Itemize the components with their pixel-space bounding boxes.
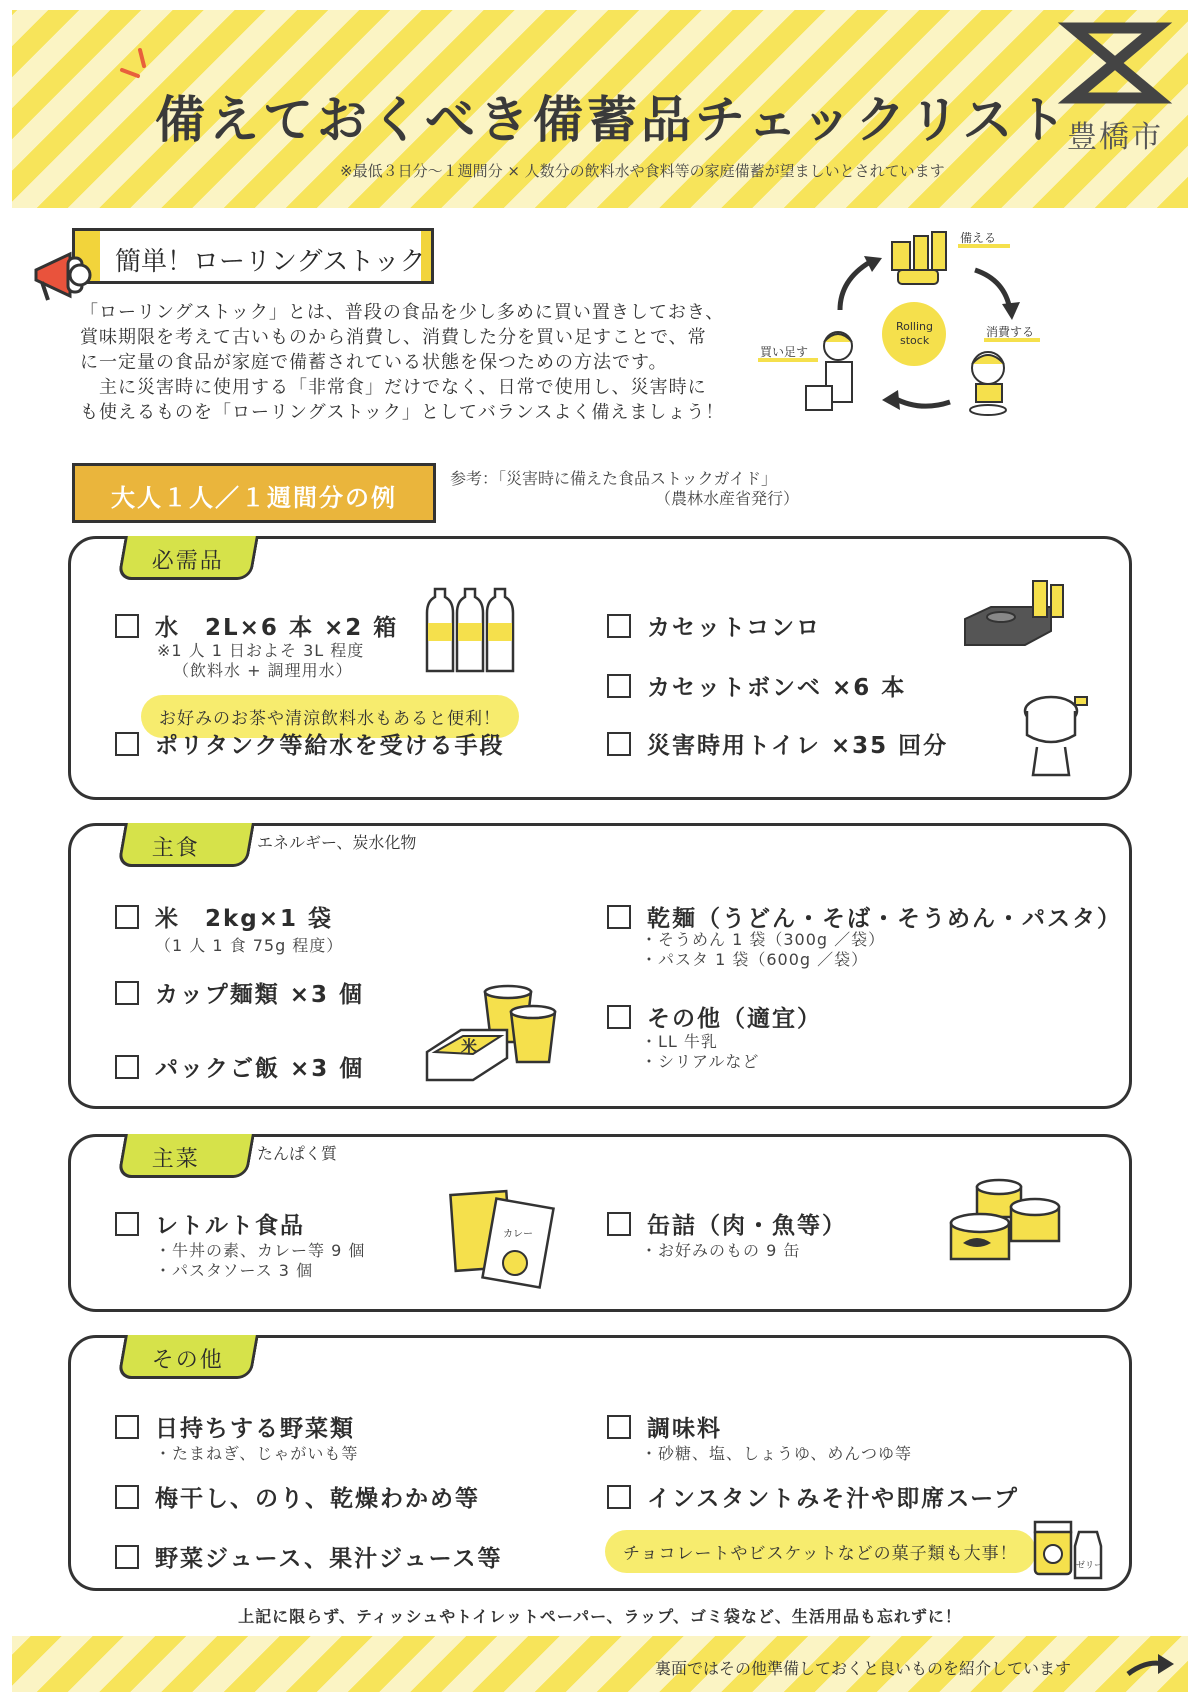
water-tip: お好みのお茶や清涼飲料水もあると便利！ (141, 695, 519, 738)
checkbox[interactable] (115, 1545, 139, 1569)
others-tab (117, 1335, 259, 1379)
checklist-item-stove[interactable] (607, 609, 821, 642)
arrow-head-1 (1002, 302, 1020, 320)
city-logo (1060, 22, 1170, 155)
checklist-item-rice[interactable] (115, 900, 333, 933)
back-page-note: 裏面ではその他準備しておくと良いものを紹介しています (655, 1659, 1072, 1678)
reference-source: 参考：「災害時に備えた食品ストックガイド」 (450, 469, 778, 488)
essentials-tab (117, 536, 259, 580)
arrow-buy-to-stock (840, 262, 870, 310)
item-label: その他（適宜） (647, 1006, 822, 1032)
sweets-tip: チョコレートやビスケットなどの菓子類も大事！ (605, 1530, 1036, 1573)
item-label: 野菜ジュース、果汁ジュース等 (155, 1546, 503, 1572)
checkbox[interactable] (607, 905, 631, 929)
cycle-center-line2: stock (900, 334, 930, 347)
city-name: 豊橋市 (1067, 120, 1163, 155)
checklist-item-cylinder[interactable] (607, 669, 906, 702)
reference-publisher: （農林水産省発行） (655, 489, 800, 508)
checklist-item-retort[interactable] (115, 1207, 305, 1240)
rolling-stock-text-2: 賞味期限を考えて古いものから消費し、消費した分を買い足すことで、常 (80, 327, 707, 348)
item-label: インスタントみそ汁や即席スープ (647, 1486, 1020, 1512)
item-label: 調味料 (647, 1416, 722, 1442)
retort-note-1: ・牛丼の素、カレー等 9 個 (155, 1241, 366, 1260)
snacks-jelly-icon (1031, 1516, 1111, 1586)
water-note-1: ※1 人 1 日およそ 3L 程度 (157, 641, 365, 660)
checkbox[interactable] (115, 1415, 139, 1439)
checklist-item-tank[interactable] (115, 727, 505, 760)
portable-toilet-icon (1021, 689, 1091, 779)
item-label: 日持ちする野菜類 (155, 1416, 355, 1442)
rolling-stock-heading (72, 228, 434, 284)
item-label: パックご飯 ×3 個 (155, 1056, 365, 1082)
checkbox[interactable] (115, 981, 139, 1005)
essentials-tab-label: 必需品 (151, 549, 224, 574)
checkbox[interactable] (115, 614, 139, 638)
rolling-stock-text-3: に一定量の食品が家庭で備蓄されている状態を保つための方法です。 (80, 352, 668, 373)
checklist-item-soup[interactable] (607, 1480, 1019, 1513)
item-label: カセットボンベ ×6 本 (647, 675, 907, 701)
checkbox[interactable] (115, 732, 139, 756)
checklist-item-water[interactable] (115, 609, 398, 642)
main-dish-card (68, 1134, 1132, 1312)
checklist-item-dried-noodle[interactable] (607, 900, 1122, 933)
staple-note: エネルギー、炭水化物 (257, 833, 417, 852)
item-label: レトルト食品 (155, 1213, 305, 1239)
example-label-box (72, 463, 436, 523)
other-staple-note-2: ・シリアルなど (641, 1052, 760, 1071)
essentials-card (68, 536, 1132, 800)
checklist-item-other-staple[interactable] (607, 1000, 822, 1033)
footer-reminder: 上記に限らず、ティッシュやトイレットペーパー、ラップ、ゴミ袋など、生活用品も忘れずに！ (238, 1607, 962, 1626)
checkbox[interactable] (115, 905, 139, 929)
water-note-2: （飲料水 + 調理用水） (173, 661, 353, 680)
buy-label: 買い足す (760, 345, 809, 359)
rolling-stock-text-5: も使えるものを「ローリングストック」としてバランスよく備えましょう！ (80, 402, 725, 423)
checkbox[interactable] (607, 1485, 631, 1509)
staple-food-card (68, 823, 1132, 1109)
checkbox[interactable] (607, 614, 631, 638)
canned-note: ・お好みのもの 9 缶 (641, 1241, 801, 1260)
checklist-item-canned[interactable] (607, 1207, 847, 1240)
item-label: カセットコンロ (647, 615, 822, 641)
checkbox[interactable] (115, 1055, 139, 1079)
arrow-consume-to-buy (894, 398, 950, 406)
vegetables-note: ・たまねぎ、じゃがいも等 (155, 1444, 359, 1463)
staple-tab (117, 823, 255, 867)
checklist-item-vegetables[interactable] (115, 1410, 355, 1443)
rice-mark: 米 (461, 1037, 478, 1056)
checklist-item-umeboshi[interactable] (115, 1480, 480, 1513)
page-title: 備えておくべき備蓄品チェックリスト (155, 91, 1071, 149)
stock-label: 備える (960, 231, 997, 245)
others-tab-label: その他 (151, 1348, 224, 1373)
checkbox[interactable] (607, 732, 631, 756)
dried-noodle-note-2: ・パスタ 1 袋（600g ／袋） (641, 950, 869, 969)
checkbox[interactable] (607, 1005, 631, 1029)
retort-pouch-icon (449, 1183, 559, 1293)
item-label: 災害時用トイレ ×35 回分 (647, 733, 949, 759)
other-staple-note-1: ・LL 牛乳 (641, 1032, 718, 1051)
item-label: 水 2L×6 本 ×2 箱 (155, 615, 399, 641)
cycle-center-line1: Rolling (896, 320, 934, 333)
arrow-right-icon (1126, 1652, 1176, 1680)
main-dish-tab (117, 1134, 255, 1178)
main-dish-tab-label: 主菜 (151, 1147, 200, 1172)
shopper-woman-icon (806, 332, 852, 410)
stock-items-icon (892, 232, 946, 284)
checkbox[interactable] (115, 1212, 139, 1236)
rolling-stock-text-1: 「ローリングストック」とは、普段の食品を少し多めに買い置きしておき、 (80, 302, 725, 323)
rice-note: （1 人 1 食 75g 程度） (155, 936, 344, 955)
checklist-item-seasoning[interactable] (607, 1410, 722, 1443)
checklist-item-juice[interactable] (115, 1540, 502, 1573)
rice-and-noodle-cups-icon (421, 982, 571, 1092)
retort-note-2: ・パスタソース 3 個 (155, 1261, 314, 1280)
seasoning-note: ・砂糖、塩、しょうゆ、めんつゆ等 (641, 1444, 913, 1463)
others-card (68, 1335, 1132, 1591)
arrow-head-2 (882, 390, 900, 410)
item-label: カップ麺類 ×3 個 (155, 982, 365, 1008)
checklist-item-pack-rice[interactable] (115, 1050, 364, 1083)
example-label: 大人１人／１週間分の例 (111, 484, 397, 512)
consume-label: 消費する (986, 325, 1035, 339)
water-bottles-icon (421, 583, 521, 679)
dried-noodle-note-1: ・そうめん 1 袋（300g ／袋） (641, 930, 886, 949)
item-label: ポリタンク等給水を受ける手段 (155, 733, 505, 759)
child-eating-icon (970, 352, 1006, 415)
item-label: 缶詰（肉・魚等） (647, 1213, 847, 1239)
page-subtitle: ※最低３日分〜１週間分 × 人数分の飲料水や食料等の家庭備蓄が望ましいとされています (340, 162, 945, 180)
checklist-item-toilet[interactable] (607, 727, 948, 760)
gas-stove-icon (961, 569, 1071, 649)
checkbox[interactable] (607, 674, 631, 698)
main-dish-note: たんぱく質 (257, 1144, 338, 1163)
checkbox[interactable] (115, 1485, 139, 1509)
checklist-item-cup-noodle[interactable] (115, 976, 364, 1009)
item-label: 米 2kg×1 袋 (155, 906, 334, 932)
checkbox[interactable] (607, 1212, 631, 1236)
rolling-stock-title: 簡単！ローリングストック (115, 247, 426, 277)
item-label: 乾麺（うどん・そば・そうめん・パスタ） (647, 906, 1122, 932)
item-label: 梅干し、のり、乾燥わかめ等 (155, 1486, 480, 1512)
curry-label: カレー (503, 1229, 533, 1240)
staple-tab-label: 主食 (151, 836, 200, 861)
rolling-stock-cycle-diagram (760, 230, 1140, 470)
checkbox[interactable] (607, 1415, 631, 1439)
rolling-stock-text-4: 主に災害時に使用する「非常食」だけでなく、日常で使用し、災害時に (80, 377, 707, 398)
toyohashi-emblem-icon (1065, 22, 1165, 104)
canned-food-icon (947, 1177, 1077, 1277)
jelly-label: ゼリー (1076, 1561, 1104, 1571)
